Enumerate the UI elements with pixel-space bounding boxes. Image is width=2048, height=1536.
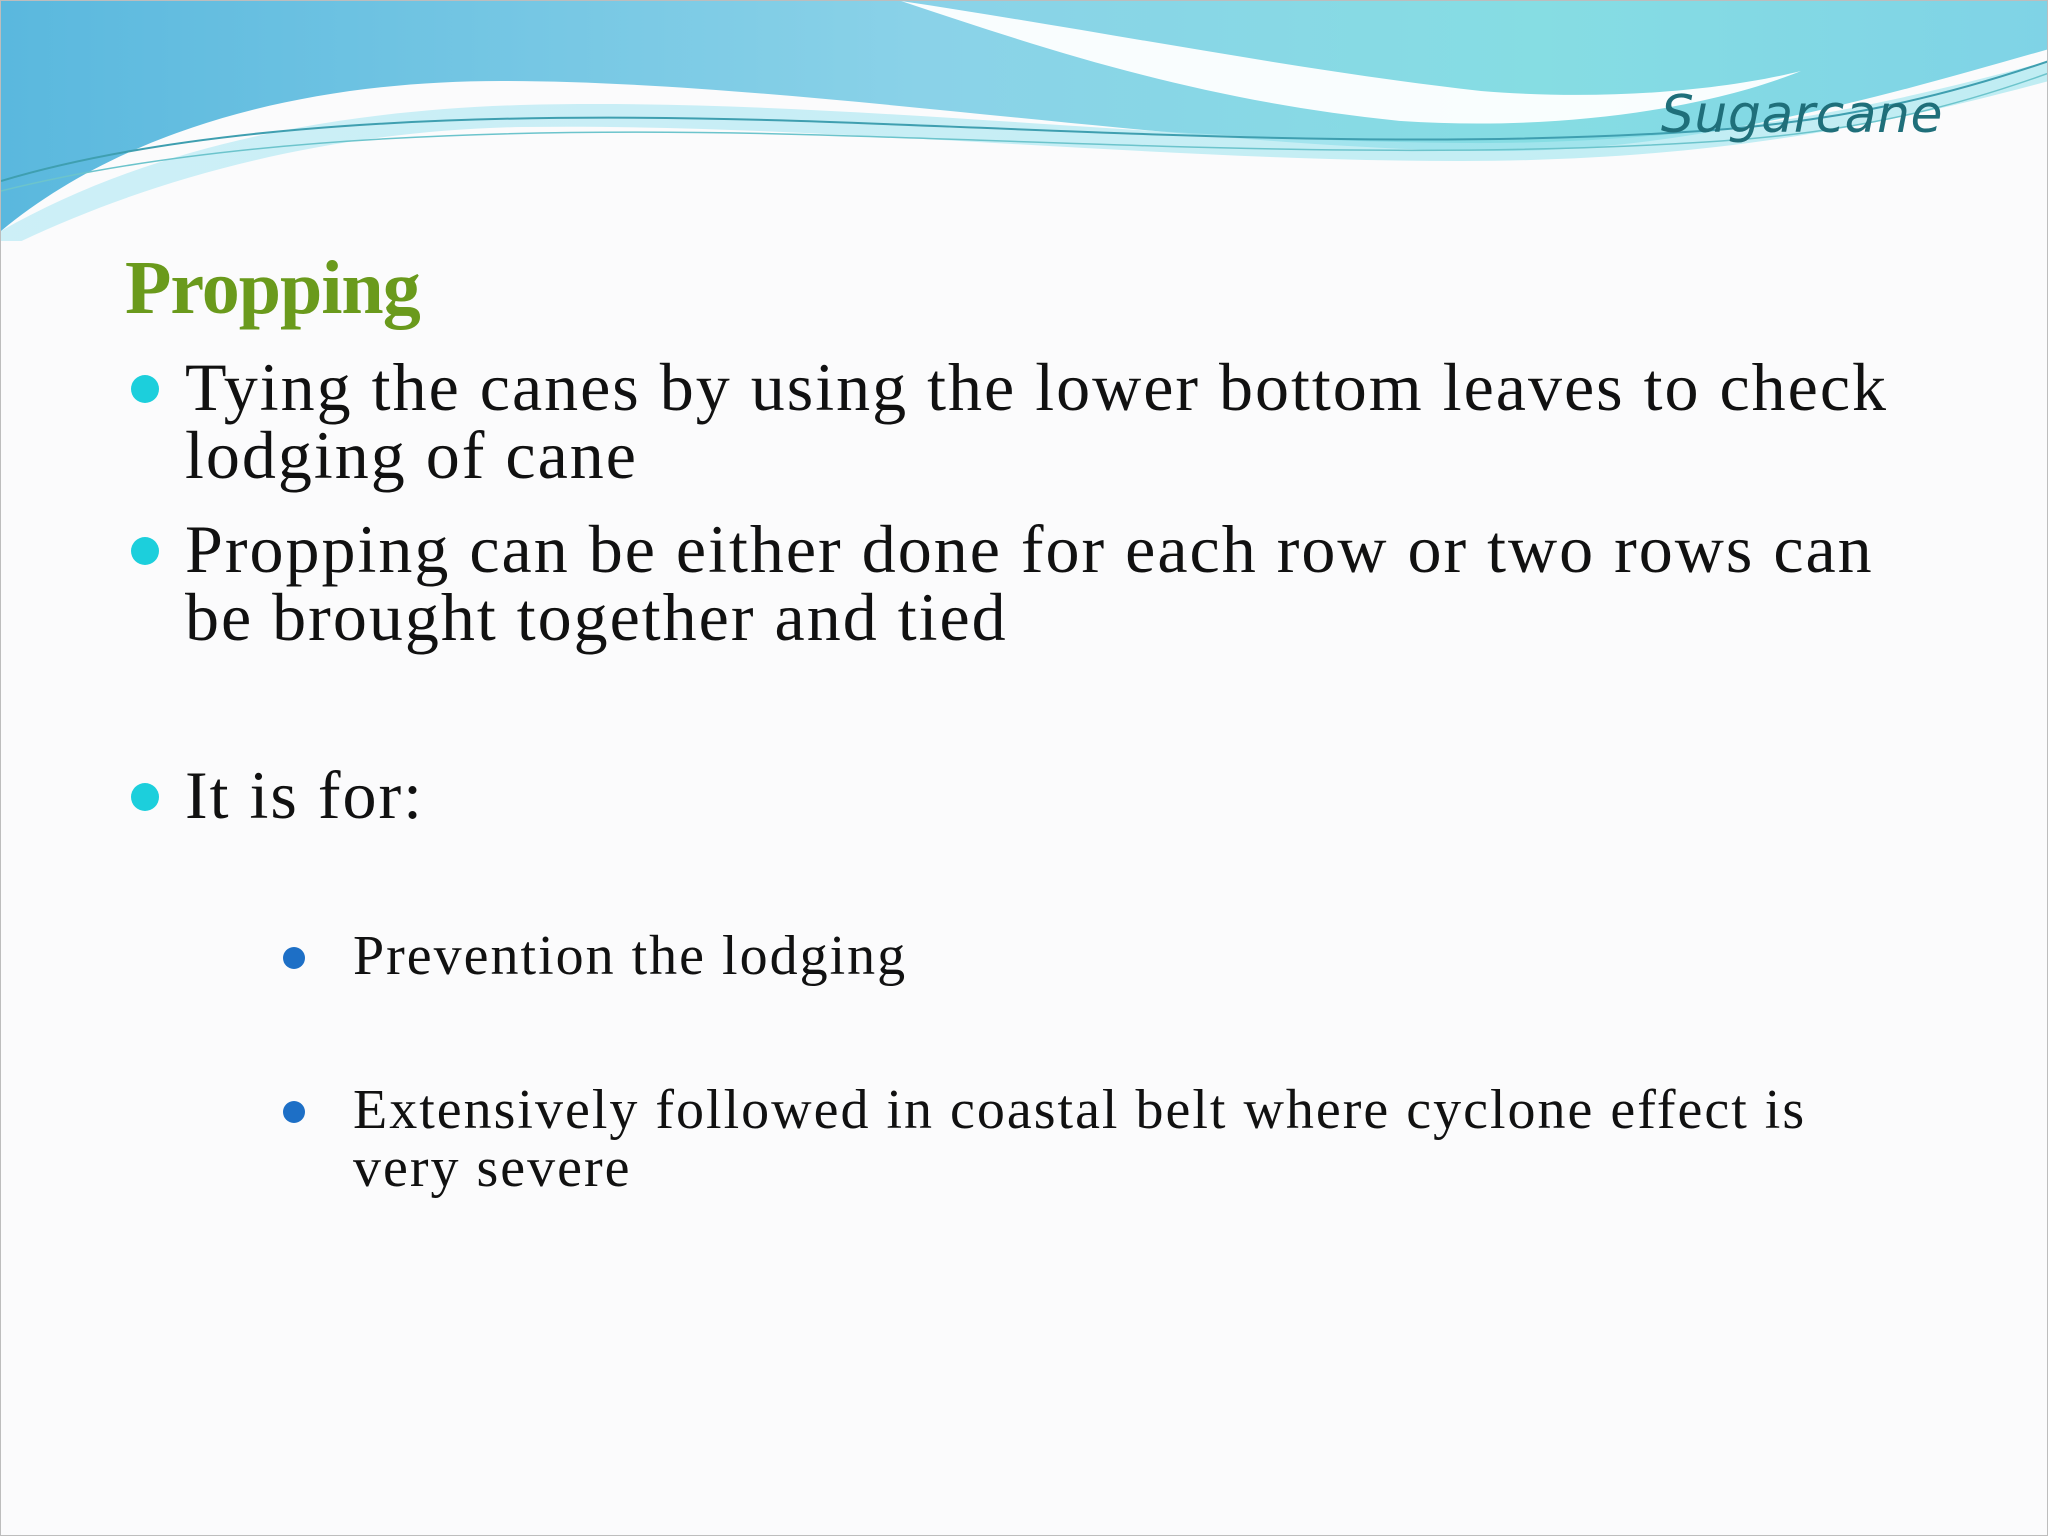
sub-bullet-text: Prevention the lodging (353, 925, 908, 987)
bullet-item (129, 511, 1929, 655)
bullet-text: Tying the canes by using the lower bottom leaves to check lodging of cane (185, 349, 1889, 493)
bullet-text: Propping can be either done for each row or two rows can be brought together and tied (185, 511, 1874, 655)
bullet-item (129, 757, 1929, 833)
sub-bullet-dot-icon (283, 1101, 305, 1123)
bullet-dot-icon (131, 375, 159, 403)
sub-bullet-item (281, 927, 1921, 985)
bullet-text: It is for: (185, 757, 425, 833)
bullet-item (129, 349, 1929, 493)
slide-title: Propping (125, 246, 420, 330)
sub-bullet-dot-icon (283, 947, 305, 969)
bullet-dot-icon (131, 783, 159, 811)
bullet-dot-icon (131, 537, 159, 565)
sub-bullet-text: Extensively followed in coastal belt where cyclone effect is very severe (353, 1079, 1807, 1199)
sub-bullet-item (281, 1081, 1921, 1197)
header-label: Sugarcane (1660, 85, 1943, 145)
